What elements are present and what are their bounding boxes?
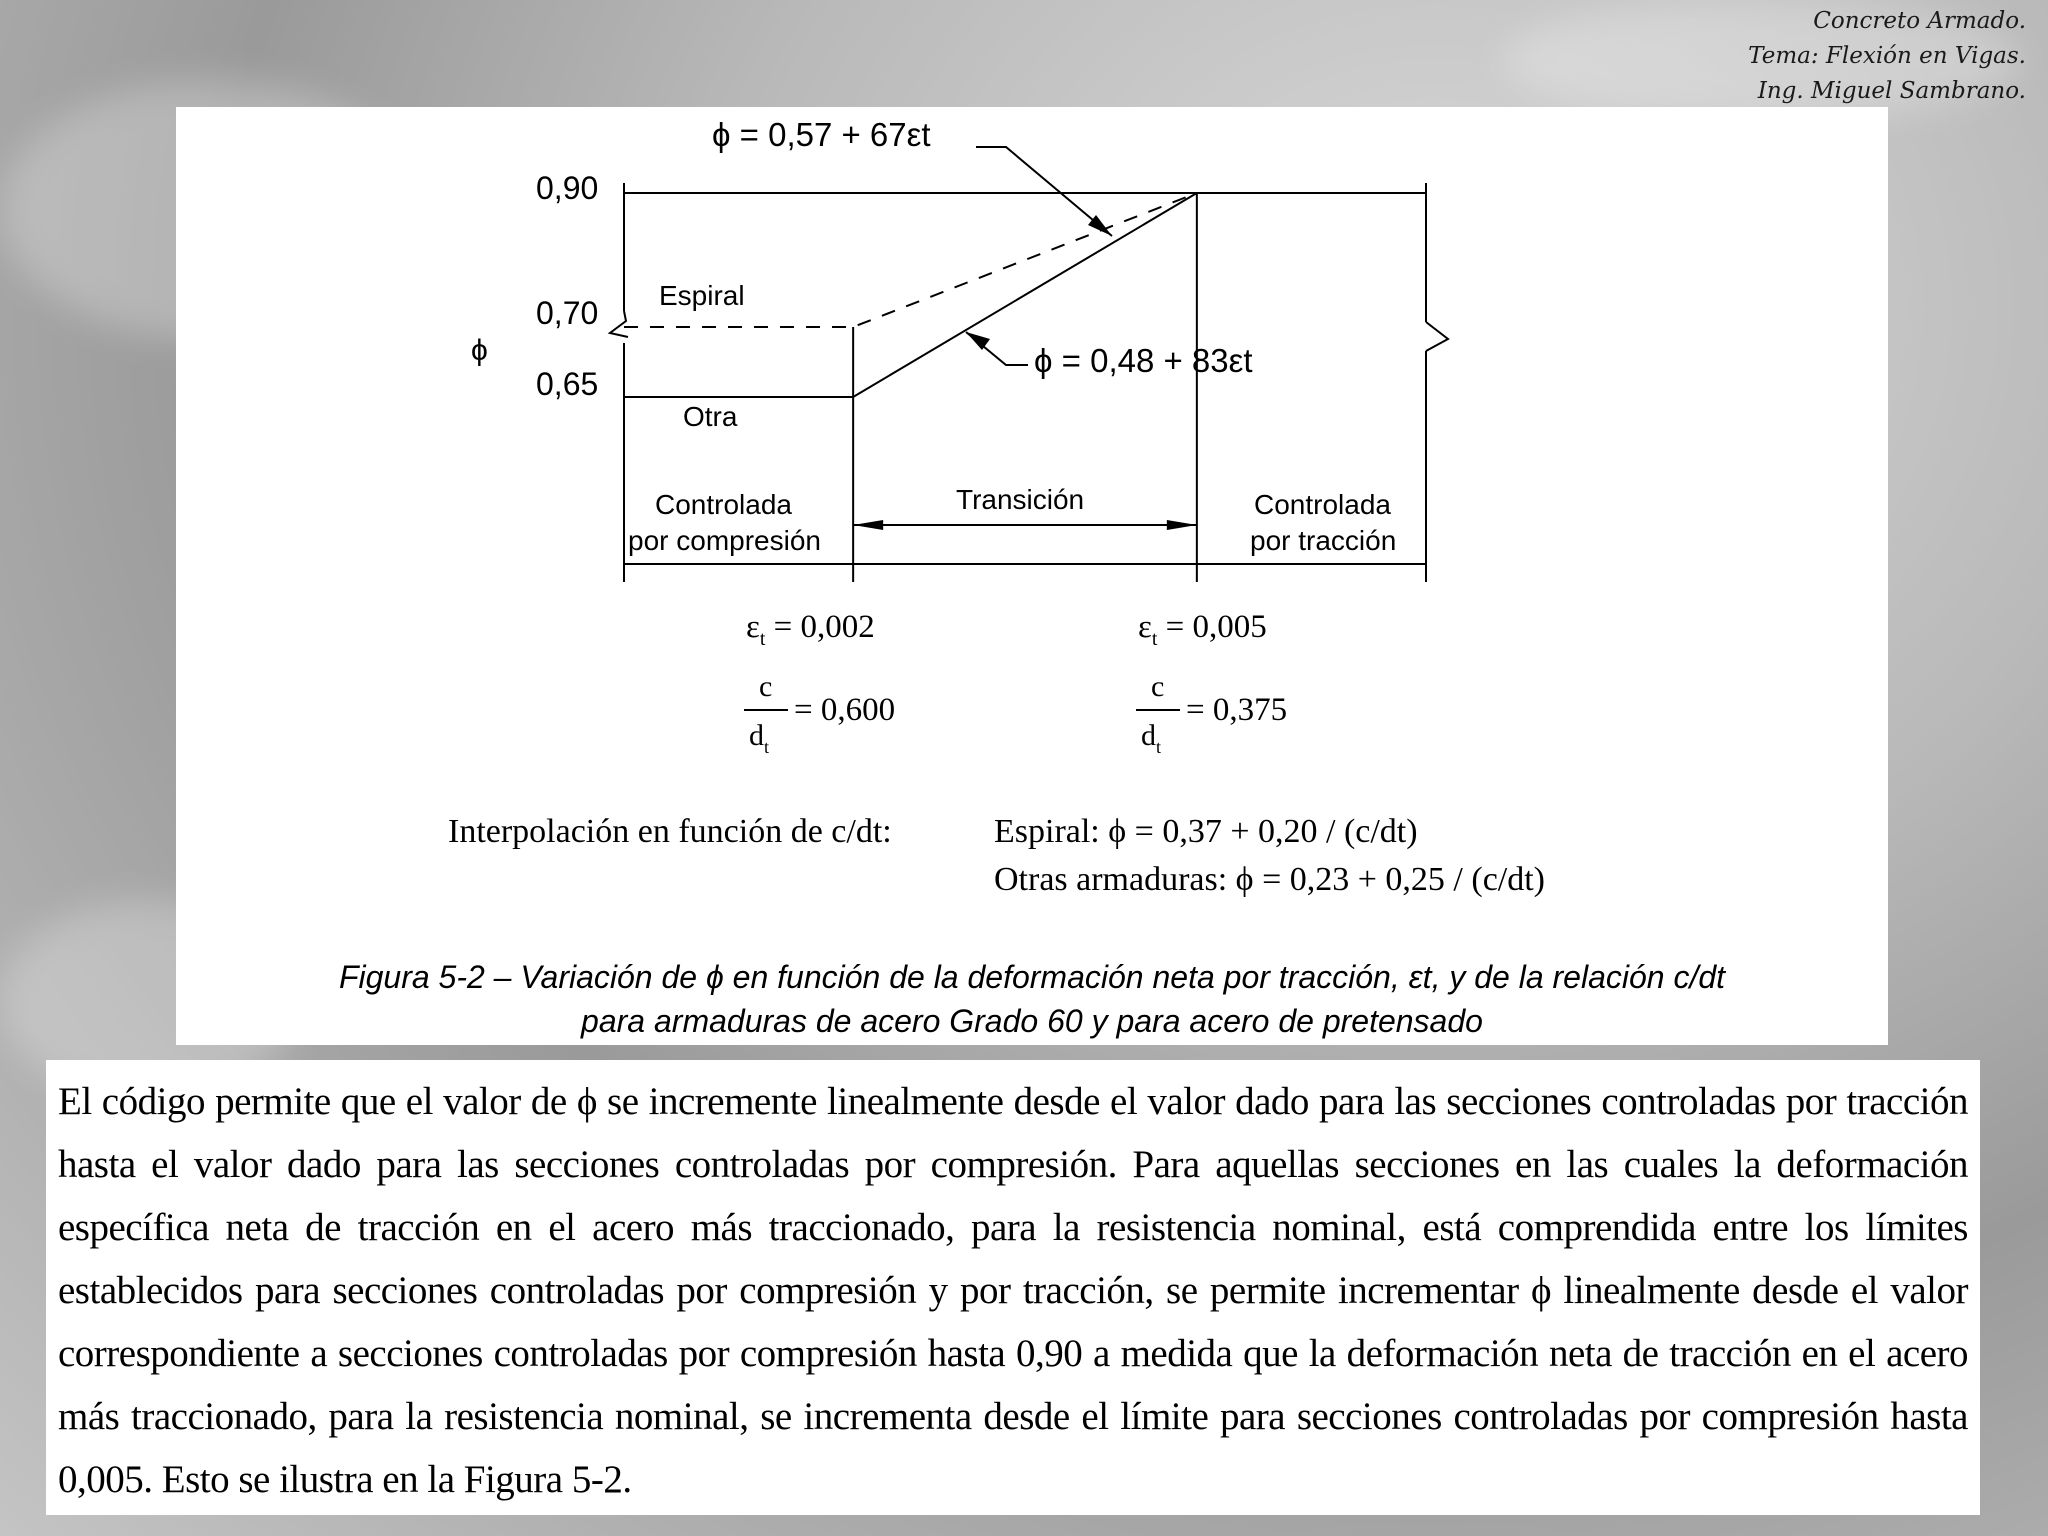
explanation-paragraph: El código permite que el valor de ϕ se incremente linealmente desde el valor dado para las secciones controladas por tracción hasta el valor dado para las secciones controladas por compresión. Para aquellas secciones en las cuales la deformación específica neta de tracción en el acero más traccionado, para la resistencia nominal, está comprendida entre los límites establecidos para secciones controladas por compresión y por tracción, se permite incrementar ϕ linealmente desde el valor correspondiente a secciones controladas por compresión hasta 0,90 a medida que la deformación neta de tracción en el acero más traccionado, para la resistencia nominal, se incrementa desde el límite para secciones controladas por compresión hasta 0,005. Esto se ilustra en la Figura 5-2.: [58, 1080, 1968, 1501]
cdt-limit-2: = 0,375: [1186, 692, 1288, 728]
region-tension-line2: por tracción: [1250, 525, 1397, 556]
caption-line-2: para armaduras de acero Grado 60 y para acero de pretensado: [581, 1003, 1483, 1039]
cdt-num-2: c: [1151, 670, 1165, 703]
other-leader-arrowhead: [966, 332, 990, 350]
spiral-label: Espiral: [659, 280, 745, 311]
interpolation-label: Interpolación en función de c/dt:: [448, 813, 892, 850]
author-name: Ing. Miguel Sambrano.: [1757, 78, 2026, 104]
figure-caption: [176, 955, 1888, 1043]
cdt-limit-1: = 0,600: [794, 692, 896, 728]
figure-panel: [176, 107, 1888, 1045]
ytick-065: 0,65: [536, 366, 599, 402]
region-compression-line1: Controlada: [655, 489, 792, 520]
topic-title: Tema: Flexión en Vigas.: [1748, 43, 2026, 69]
region-tension-line1: Controlada: [1254, 489, 1391, 520]
other-label: Otra: [683, 401, 738, 432]
cdt-den-1: $d_t$: [749, 719, 770, 757]
slide-header: [1748, 4, 2026, 109]
interpolation-other: Otras armaduras: ϕ = 0,23 + 0,25 / (c/dt): [994, 861, 1546, 898]
caption-line-1: Figura 5-2 – Variación de ϕ en función de la deformación neta por tracción, εt, y de la relación c/dt: [338, 959, 1726, 995]
right-frame-break: [1426, 322, 1448, 351]
cdt-num-1: c: [759, 670, 773, 703]
arrowhead-right: [1167, 520, 1197, 530]
ytick-090: 0,90: [536, 170, 599, 206]
explanation-panel: [46, 1060, 1980, 1515]
spiral-equation: ϕ = 0,57 + 67εt: [712, 116, 931, 153]
other-equation: ϕ = 0,48 + 83εt: [1034, 342, 1253, 379]
ytick-070: 0,70: [536, 295, 599, 331]
cdt-den-2: $d_t$: [1141, 719, 1162, 757]
course-title: Concreto Armado.: [1813, 8, 2026, 34]
arrowhead-left: [853, 520, 883, 530]
eps-limit-1: $\varepsilon_t = 0,002$: [746, 609, 875, 650]
interpolation-spiral: Espiral: ϕ = 0,37 + 0,20 / (c/dt): [994, 813, 1418, 850]
region-transition: Transición: [956, 484, 1085, 515]
y-axis-label: ϕ: [471, 334, 488, 367]
region-compression-line2: por compresión: [628, 525, 821, 556]
eps-limit-2: $\varepsilon_t = 0,005$: [1138, 609, 1267, 650]
y-axis-break-left: [610, 311, 628, 337]
